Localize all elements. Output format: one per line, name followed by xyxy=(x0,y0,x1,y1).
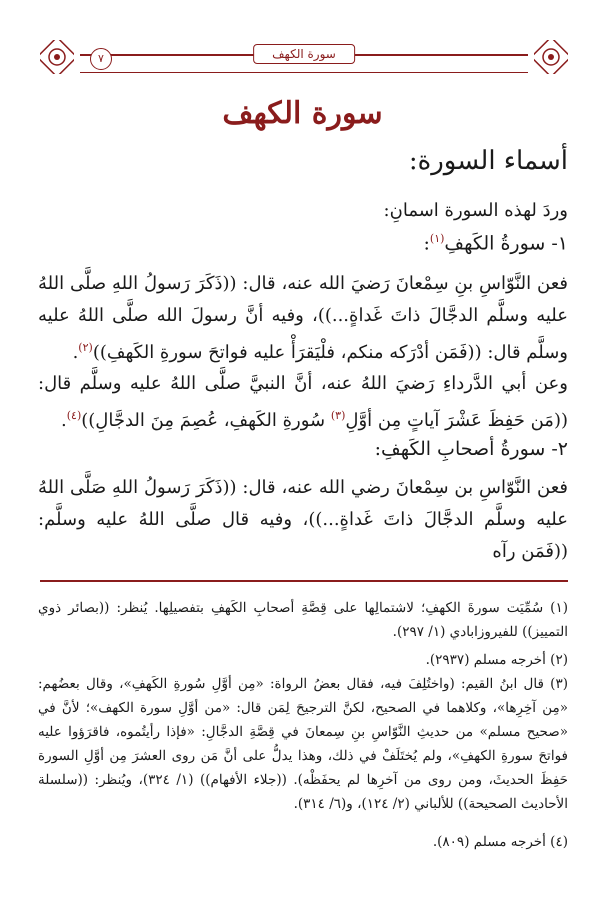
section-heading: أسماء السورة: xyxy=(408,146,568,176)
item-1-colon: : xyxy=(423,232,430,255)
footnote-3: (٣) قال ابنُ القيم: (واختُلِفَ فيه، فقال بعضُ الرواة: «مِن أوَّلِ سُورةِ الكَهفِ»، وقال بعضُهم: «مِن آخِرِها»، وكلاهما في الصحيح، لكنَّ الترجيحَ لِمَن قال: «من أوَّلِ سورة الكهف»؛ لأنَّ في «صحيح مسلم» من حديثِ النَّوّاسِ بنِ سِمعانَ في قِصَّةِ الدجَّالِ: «فإذا رأيتُموه، فاقرَؤوا عليه فواتحَ سورةِ الكهفِ»، ولم يُختَلَفْ في ذلك، وهذا يدلُّ على أنَّ مَن روى العشرَ مِن أوَّلِ السورة حَفِظَ الحديثَ، ومن روى من آخرِها لم يحفَظْه). ((جلاء الأفهام)) (١/ ٣٢٤)، ويُنظر: ((سلسلة الأحاديث الصحيحة)) للألباني (٢/ ١٢٤)، و(٦/ ٣١٤). xyxy=(38,676,568,812)
paragraph-3: فعن النَّوّاسِ بن سِمْعانَ رضي الله عنه، قال: ((ذَكَرَ رَسولُ اللهِ صَلَّى اللهُ عليه وسلَّم الدجَّالَ ذاتَ غَداةٍ...))، وفيه قال صلَّى اللهُ عليه وسلَّم: ((فَمَن رآه xyxy=(38,477,568,562)
page-header xyxy=(40,40,568,80)
footnote-2: (٢) أخرجه مسلم (٢٩٣٧). xyxy=(425,652,568,668)
footnote-ref-1[interactable]: (١) xyxy=(429,232,445,245)
footnote-ref-3[interactable]: (٣) xyxy=(330,409,346,422)
footnote-4: (٤) أخرجه مسلم (٨٠٩). xyxy=(432,834,568,850)
footnote-1: (١) سُمِّيَت سورةَ الكهفِ؛ لاشتمالِها على قِصَّةِ أصحابِ الكَهفِ بتفصيلِها. يُنظر: ((بصائر ذوي التمييز)) للفيروزابادي (١/ ٢٩٧). xyxy=(38,600,568,640)
footnote-ref-2[interactable]: (٢) xyxy=(78,341,93,354)
paragraph-2-text-b: سُورةِ الكَهفِ، عُصِمَ مِنَ الدجَّالِ)) xyxy=(81,410,326,431)
intro-line: وردَ لهذه السورة اسمانِ: xyxy=(383,200,568,221)
ornament-left-icon xyxy=(40,40,74,74)
item-2: ٢- سورةُ أصحابِ الكَهفِ: xyxy=(374,438,568,460)
paragraph-1: فعن النَّوّاسِ بنِ سِمْعانَ رَضيَ الله عنه، قال: ((ذَكَرَ رَسولُ اللهِ صلَّى اللهُ عليه وسلَّم الدجَّالَ ذاتَ غَداةٍ...))، وفيه أنَّ رسولَ الله صلَّى اللهُ عليه وسلَّم قال: ((فَمَن أدْرَكه منكم، فلْيَقرَأْ عليه فواتحَ سورةِ الكَهفِ))$^{(٢)}$. xyxy=(38,273,568,363)
running-title: سورة الكهف xyxy=(253,44,355,64)
paragraph-2: وعن أبي الدَّرداءِ رَضيَ اللهُ عنه، أنَّ النبيَّ صلَّى اللهُ عليه وسلَّم قال: ((مَن حَفِظَ عَشْرَ آياتٍ مِن أوَّلِ$^{(٣)}$ سُورةِ الكَهفِ، عُصِمَ مِنَ الدجَّالِ))$^{(٤)}$. xyxy=(38,373,568,431)
ornament-right-icon xyxy=(534,40,568,74)
footnote-separator xyxy=(40,580,568,582)
surah-title: سورة الكهف xyxy=(222,96,383,131)
item-1 xyxy=(424,232,569,254)
paragraph-2-text: وعن أبي الدَّرداءِ رَضيَ اللهُ عنه، أنَّ النبيَّ صلَّى اللهُ عليه وسلَّم قال: ((مَن حَفِظَ عَشْرَ آياتٍ مِن أوَّلِ xyxy=(38,373,568,431)
item-1-label: ١- سورةُ الكَهفِ xyxy=(444,232,568,255)
footnote-ref-4[interactable]: (٤) xyxy=(66,409,82,422)
page-number: ٧ xyxy=(90,48,112,70)
paragraph-1-text: فعن النَّوّاسِ بنِ سِمْعانَ رَضيَ الله عنه، قال: ((ذَكَرَ رَسولُ اللهِ صلَّى اللهُ عليه وسلَّم الدجَّالَ ذاتَ غَداةٍ...))، وفيه أنَّ رسولَ الله صلَّى اللهُ عليه وسلَّم قال: ((فَمَن أدْرَكه منكم، فلْيَقرَأْ عليه فواتحَ سورةِ الكَهفِ)) xyxy=(38,273,568,363)
